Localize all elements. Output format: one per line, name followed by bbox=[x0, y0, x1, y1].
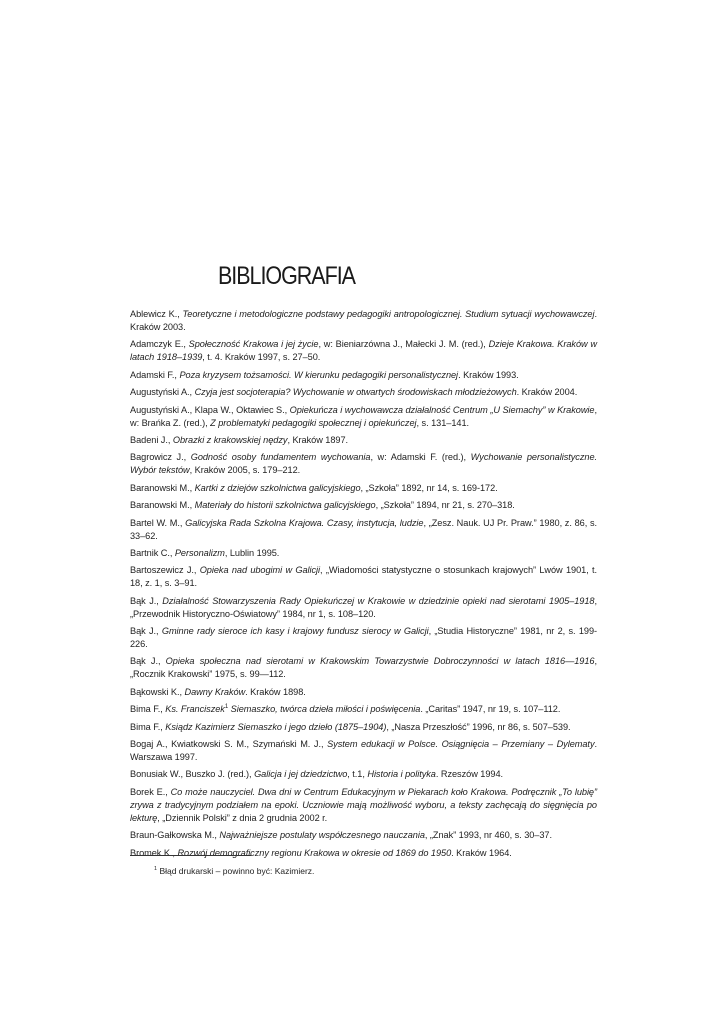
bibliography-entry bbox=[130, 404, 597, 430]
footnote-marker: 1 bbox=[154, 866, 158, 872]
bibliography-entry bbox=[130, 338, 597, 364]
bibliography-entry bbox=[130, 703, 597, 716]
entry-text: , t. 4. Kraków 1997, s. 27–50. bbox=[202, 352, 321, 363]
entry-title: Opieka społeczna nad sierotami w Krakowskim Towarzystwie Dobroczynności w latach 1816—1916 bbox=[165, 656, 595, 667]
entry-text: , Kraków 1897. bbox=[287, 434, 349, 445]
entry-title: Najważniejsze postulaty współczesnego nauczania bbox=[219, 830, 425, 841]
entry-title: Poza kryzysem tożsamości. W kierunku pedagogiki personalistycznej bbox=[179, 369, 459, 380]
entry-text: , w: Brańka Z. (red.), bbox=[130, 404, 597, 428]
entry-title: Materiały do historii szkolnictwa galicyjskiego bbox=[194, 500, 376, 511]
bibliography-entry bbox=[130, 517, 597, 543]
entry-text: . Kraków 2003. bbox=[130, 309, 597, 332]
bibliography-entry bbox=[130, 595, 597, 621]
entry-text: Borek E., bbox=[130, 786, 171, 797]
entry-text: . Warszawa 1997. bbox=[130, 739, 597, 763]
entry-text: . Kraków 2004. bbox=[516, 387, 578, 398]
bibliography-entry bbox=[130, 655, 597, 681]
entry-text: . Rzeszów 1994. bbox=[435, 769, 504, 780]
entry-text: . Kraków 1964. bbox=[451, 847, 512, 858]
bibliography-entry bbox=[130, 625, 597, 651]
entry-title: Co może nauczyciel. Dwa dni w Centrum Edukacyjnym w Piekarach koło Krakowa. Podręcznik „To lubię” zrywa z tradycyjnym podziałem na epoki. Uczniowie mają możliwość wyboru, a teksty zachęcają do sięgnięcia po lekturę bbox=[130, 786, 598, 823]
entry-text: Baranowski M., bbox=[130, 500, 195, 511]
bibliography-entry bbox=[130, 451, 597, 477]
entry-text: Baranowski M., bbox=[130, 482, 195, 493]
bibliography-entry bbox=[130, 434, 597, 447]
entry-title: Kartki z dziejów szkolnictwa galicyjskiego bbox=[194, 482, 361, 493]
footnote bbox=[154, 864, 314, 877]
entry-text: Bromek K., bbox=[130, 847, 178, 858]
entry-text: , Kraków 2005, s. 179–212. bbox=[189, 465, 301, 476]
entry-text: Bąk J., bbox=[130, 595, 163, 606]
bibliography-entry bbox=[130, 829, 597, 842]
entry-text: , „Szkoła” 1892, nr 14, s. 169-172. bbox=[360, 482, 498, 493]
entry-text: Adamczyk E., bbox=[130, 339, 189, 350]
footnote-text: Błąd drukarski – powinno być: Kazimierz. bbox=[159, 865, 315, 876]
entry-text: Bąkowski K., bbox=[130, 686, 185, 697]
entry-text: , „Zesz. Nauk. UJ Pr. Praw.” 1980, z. 86, s. 33–62. bbox=[130, 517, 597, 541]
entry-title: Gminne rady sieroce ich kasy i krajowy fundusz sierocy w Galicji bbox=[161, 626, 429, 637]
bibliography-entry bbox=[130, 738, 597, 764]
entry-title: Opiekuńcza i wychowawcza działalność Centrum „U Siemachy” w Krakowie bbox=[289, 404, 595, 415]
entry-title: Galicyjska Rada Szkolna Krajowa. Czasy, instytucja, ludzie bbox=[185, 517, 424, 528]
entry-title: Wychowanie personalistyczne. Wybór tekstów bbox=[130, 452, 598, 476]
entry-title: Ks. Franciszek bbox=[165, 704, 225, 715]
entry-text: Bartel W. M., bbox=[130, 517, 186, 528]
entry-title: System edukacji w Polsce. Osiągnięcia – Przemiany – Dylematy bbox=[327, 739, 595, 750]
entry-text: Braun-Gałkowska M., bbox=[130, 830, 220, 841]
bibliography-entry bbox=[130, 499, 597, 512]
bibliography-entry bbox=[130, 482, 597, 495]
bibliography-entry bbox=[130, 308, 597, 334]
entry-text: , s. 131–141. bbox=[416, 417, 470, 428]
bibliography-entry bbox=[130, 768, 597, 781]
entry-title: Czyja jest socjoterapia? Wychowanie w otwartych środowiskach młodzieżowych bbox=[194, 387, 517, 398]
entry-text: . Kraków 1898. bbox=[245, 686, 306, 697]
entry-title: Teoretyczne i metodologiczne podstawy pedagogiki antropologicznej. Studium sytuacji wychowawczej bbox=[182, 309, 595, 319]
entry-text: , w: Bieniarzówna J., Małecki J. M. (red.), bbox=[318, 339, 489, 350]
entry-text: , „Studia Historyczne” 1981, nr 2, s. 199-226. bbox=[130, 626, 598, 650]
entry-title: Historia i polityka bbox=[367, 769, 436, 780]
entry-text: , „Znak” 1993, nr 460, s. 30–37. bbox=[424, 830, 552, 841]
entry-title: Opieka nad ubogimi w Galicji bbox=[199, 565, 321, 576]
entry-title: Rozwój demograficzny regionu Krakowa w okresie od 1869 do 1950 bbox=[177, 847, 452, 858]
entry-title: Społeczność Krakowa i jej życie bbox=[188, 339, 319, 350]
entry-title: Z problematyki pedagogiki społecznej i opiekuńczej bbox=[210, 417, 417, 428]
bibliography-entry bbox=[130, 386, 597, 399]
entry-text: , Lublin 1995. bbox=[224, 547, 280, 558]
entry-text: Bartoszewicz J., bbox=[130, 565, 200, 576]
entry-text: , „Szkoła” 1894, nr 21, s. 270–318. bbox=[375, 500, 515, 511]
entry-text: , t.1, bbox=[347, 769, 368, 780]
entry-text: Ablewicz K., bbox=[130, 309, 183, 319]
entry-text: , „Dziennik Polski” z dnia 2 grudnia 2002 r. bbox=[157, 812, 328, 823]
bibliography-entry bbox=[130, 547, 597, 560]
entry-text: , „Nasza Przeszłość” 1996, nr 86, s. 507–539. bbox=[386, 721, 571, 732]
bibliography-entry bbox=[130, 847, 597, 860]
entry-text: Bima F., bbox=[130, 721, 166, 732]
entry-title: Siemaszko, twórca dzieła miłości i poświęcenia bbox=[228, 704, 421, 715]
bibliography-entry bbox=[130, 721, 597, 734]
entry-text: Bąk J., bbox=[130, 626, 162, 637]
entry-text: , „Przewodnik Historyczno-Oświatowy” 1984, nr 1, s. 108–120. bbox=[130, 595, 597, 619]
footnote-ref: 1 bbox=[224, 704, 229, 711]
entry-title: Dzieje Krakowa. Kraków w latach 1918–1939 bbox=[130, 339, 597, 363]
entry-title: Godność osoby fundamentem wychowania bbox=[190, 452, 371, 463]
entry-text: Bartnik C., bbox=[130, 547, 175, 558]
bibliography-entry bbox=[130, 686, 597, 699]
entry-text: Adamski F., bbox=[130, 369, 180, 380]
entry-text: Bagrowicz J., bbox=[130, 452, 191, 463]
entry-text: . Kraków 1993. bbox=[458, 369, 519, 380]
entry-text: . „Caritas” 1947, nr 19, s. 107–112. bbox=[420, 704, 561, 715]
entry-title: Obrazki z krakowskiej nędzy bbox=[172, 434, 288, 445]
entry-text: Bonusiak W., Buszko J. (red.), bbox=[130, 769, 255, 780]
entry-text: Augustyński A., Klapa W., Oktawiec S., bbox=[130, 404, 290, 415]
entry-text: , „Wiadomości statystyczne o stosunkach krajowych” Lwów 1901, t. 18, z. 1, s. 3–91. bbox=[130, 565, 598, 589]
entry-text: Bogaj A., Kwiatkowski S. M., Szymański M. J., bbox=[130, 739, 328, 750]
entry-text: Augustyński A., bbox=[130, 387, 195, 398]
entry-text: Bima F., bbox=[130, 704, 166, 715]
bibliography-entry bbox=[130, 564, 597, 590]
footnote-separator bbox=[130, 855, 251, 856]
entry-text: Badeni J., bbox=[130, 434, 173, 445]
entry-text: Bąk J., bbox=[130, 656, 166, 667]
entry-title: Galicja i jej dziedzictwo bbox=[254, 769, 348, 780]
page-title: BIBLIOGRAFIA bbox=[218, 262, 355, 290]
entry-title: Działalność Stowarzyszenia Rady Opiekuńczej w Krakowie w dziedzinie opieki nad sierotami 1905–1918 bbox=[162, 595, 595, 606]
entry-title: Ksiądz Kazimierz Siemaszko i jego dzieło (1875–1904) bbox=[165, 721, 387, 732]
entry-title: Personalizm bbox=[174, 547, 225, 558]
entry-text: , „Rocznik Krakowski” 1975, s. 99—112. bbox=[130, 656, 597, 680]
bibliography-entry bbox=[130, 786, 597, 825]
bibliography-entry bbox=[130, 369, 597, 382]
entry-title: Dawny Kraków bbox=[184, 686, 246, 697]
bibliography-list bbox=[130, 308, 597, 864]
entry-text: , w: Adamski F. (red.), bbox=[370, 452, 471, 463]
